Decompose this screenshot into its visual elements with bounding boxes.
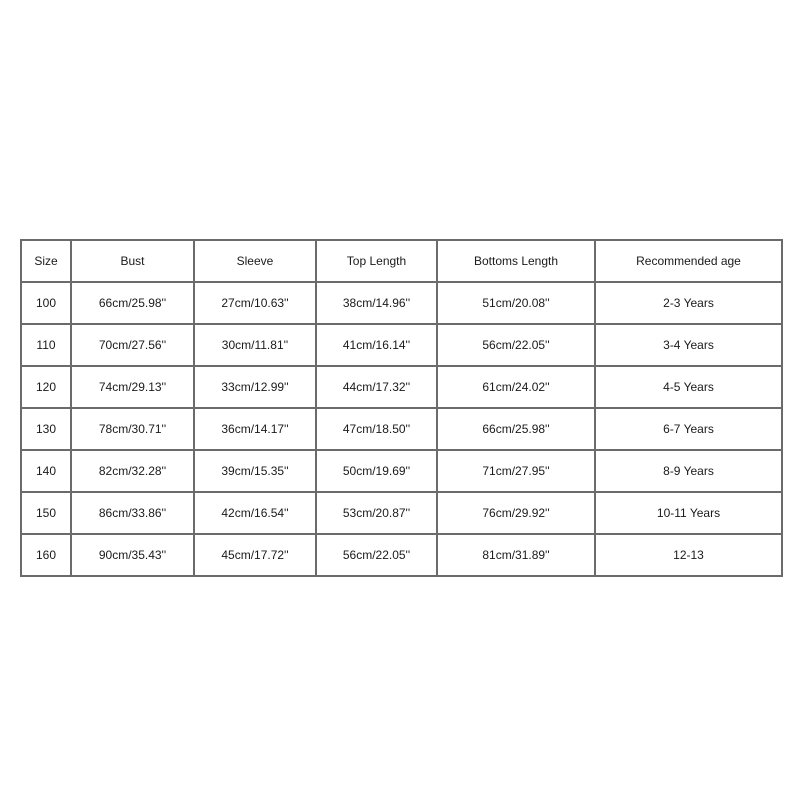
cell-bust: 74cm/29.13'': [71, 366, 194, 408]
cell-bust: 86cm/33.86'': [71, 492, 194, 534]
cell-bottoms-length: 76cm/29.92'': [437, 492, 595, 534]
cell-sleeve: 36cm/14.17'': [194, 408, 316, 450]
cell-top-length: 47cm/18.50'': [316, 408, 437, 450]
header-recommended-age: Recommended age: [595, 240, 782, 282]
size-chart-table: [20, 239, 783, 577]
cell-bottoms-length: 71cm/27.95'': [437, 450, 595, 492]
table-row: [21, 366, 782, 408]
cell-bottoms-length: 66cm/25.98'': [437, 408, 595, 450]
cell-top-length: 53cm/20.87'': [316, 492, 437, 534]
cell-sleeve: 30cm/11.81'': [194, 324, 316, 366]
cell-sleeve: 39cm/15.35'': [194, 450, 316, 492]
cell-size: 150: [21, 492, 71, 534]
header-top-length: Top Length: [316, 240, 437, 282]
cell-sleeve: 33cm/12.99'': [194, 366, 316, 408]
header-row: [21, 240, 782, 282]
cell-bottoms-length: 51cm/20.08'': [437, 282, 595, 324]
header-bust: Bust: [71, 240, 194, 282]
header-size: Size: [21, 240, 71, 282]
cell-sleeve: 27cm/10.63'': [194, 282, 316, 324]
cell-recommended-age: 6-7 Years: [595, 408, 782, 450]
cell-size: 140: [21, 450, 71, 492]
cell-size: 100: [21, 282, 71, 324]
cell-top-length: 44cm/17.32'': [316, 366, 437, 408]
cell-bust: 78cm/30.71'': [71, 408, 194, 450]
cell-bottoms-length: 56cm/22.05'': [437, 324, 595, 366]
cell-bust: 90cm/35.43'': [71, 534, 194, 576]
cell-recommended-age: 2-3 Years: [595, 282, 782, 324]
cell-bottoms-length: 61cm/24.02'': [437, 366, 595, 408]
cell-size: 110: [21, 324, 71, 366]
cell-bust: 70cm/27.56'': [71, 324, 194, 366]
table-row: [21, 534, 782, 576]
cell-top-length: 38cm/14.96'': [316, 282, 437, 324]
cell-sleeve: 45cm/17.72'': [194, 534, 316, 576]
cell-sleeve: 42cm/16.54'': [194, 492, 316, 534]
cell-recommended-age: 4-5 Years: [595, 366, 782, 408]
header-bottoms-length: Bottoms Length: [437, 240, 595, 282]
table-row: [21, 324, 782, 366]
cell-top-length: 50cm/19.69'': [316, 450, 437, 492]
cell-size: 160: [21, 534, 71, 576]
cell-recommended-age: 8-9 Years: [595, 450, 782, 492]
table-row: [21, 450, 782, 492]
table-row: [21, 282, 782, 324]
cell-bottoms-length: 81cm/31.89'': [437, 534, 595, 576]
cell-recommended-age: 3-4 Years: [595, 324, 782, 366]
header-sleeve: Sleeve: [194, 240, 316, 282]
cell-recommended-age: 10-11 Years: [595, 492, 782, 534]
cell-top-length: 41cm/16.14'': [316, 324, 437, 366]
table-row: [21, 492, 782, 534]
cell-size: 130: [21, 408, 71, 450]
cell-top-length: 56cm/22.05'': [316, 534, 437, 576]
cell-bust: 66cm/25.98'': [71, 282, 194, 324]
cell-size: 120: [21, 366, 71, 408]
table-row: [21, 408, 782, 450]
cell-recommended-age: 12-13: [595, 534, 782, 576]
cell-bust: 82cm/32.28'': [71, 450, 194, 492]
